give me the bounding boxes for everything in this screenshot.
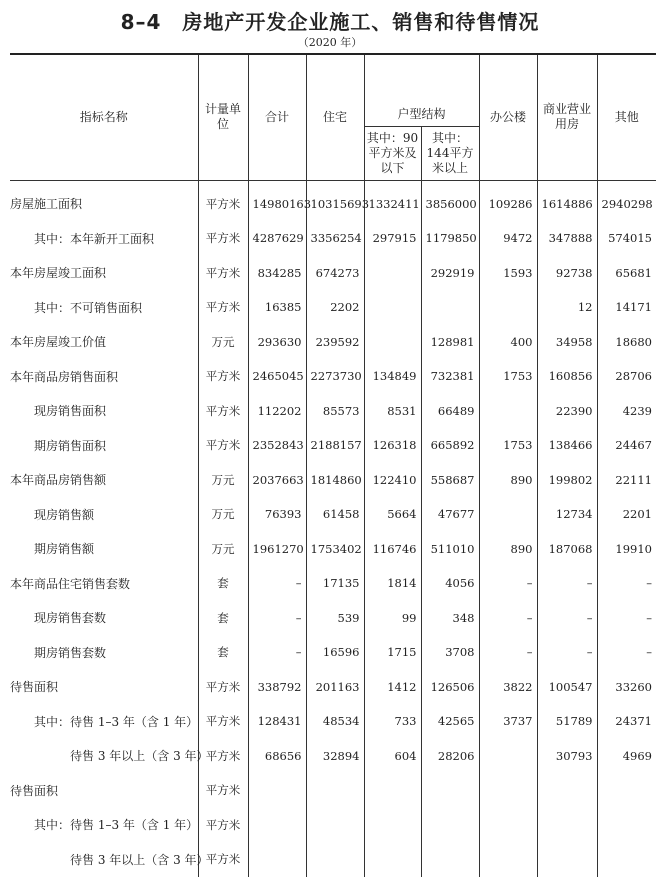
cell-under-90 — [364, 290, 421, 325]
row-label: 本年商品房销售额 — [10, 473, 107, 488]
cell-under-90 — [364, 842, 421, 877]
header-residential: 住宅 — [306, 54, 364, 180]
cell-other: 33260 — [597, 670, 656, 705]
cell-commercial: 138466 — [537, 428, 597, 463]
cell-over-144: 128981 — [421, 325, 479, 360]
cell-other: 18680 — [597, 325, 656, 360]
cell-over-144 — [421, 842, 479, 877]
table-row — [10, 394, 656, 429]
header-total: 合计 — [248, 54, 306, 180]
header-structure-spacer — [364, 54, 479, 104]
row-unit: 平方米 — [198, 704, 248, 739]
row-label: 其中：本年新开工面积 — [34, 231, 155, 246]
row-unit: 平方米 — [198, 290, 248, 325]
table-row — [10, 180, 656, 221]
cell-total: 14980163 — [248, 180, 306, 221]
cell-office — [479, 773, 537, 808]
cell-over-144: 558687 — [421, 463, 479, 498]
cell-residential: 2202 — [306, 290, 364, 325]
cell-other: 574015 — [597, 221, 656, 256]
cell-office: – — [479, 601, 537, 636]
cell-under-90: 733 — [364, 704, 421, 739]
cell-other: – — [597, 566, 656, 601]
cell-residential: 85573 — [306, 394, 364, 429]
cell-residential: 3356254 — [306, 221, 364, 256]
cell-other: 65681 — [597, 256, 656, 291]
cell-residential: 239592 — [306, 325, 364, 360]
table-title: 8–4 房地产开发企业施工、销售和待售情况 — [120, 10, 540, 34]
cell-office: 3822 — [479, 670, 537, 705]
table-row — [10, 290, 656, 325]
header-over-144: 其中：144平方米以上 — [421, 126, 479, 180]
cell-other: 2940298 — [597, 180, 656, 221]
cell-commercial: 51789 — [537, 704, 597, 739]
cell-office — [479, 808, 537, 843]
row-label: 本年房屋竣工价值 — [10, 335, 107, 350]
cell-total: – — [248, 566, 306, 601]
cell-office — [479, 497, 537, 532]
cell-over-144: 3856000 — [421, 180, 479, 221]
cell-under-90: 1412 — [364, 670, 421, 705]
cell-under-90: 5664 — [364, 497, 421, 532]
cell-under-90: 1332411 — [364, 180, 421, 221]
cell-over-144: 42565 — [421, 704, 479, 739]
cell-office: 890 — [479, 463, 537, 498]
row-label: 期房销售面积 — [34, 438, 107, 453]
cell-office: 109286 — [479, 180, 537, 221]
cell-commercial: – — [537, 635, 597, 670]
cell-under-90: 297915 — [364, 221, 421, 256]
row-unit: 平方米 — [198, 180, 248, 221]
row-label: 待售面积 — [10, 783, 59, 798]
cell-commercial: 92738 — [537, 256, 597, 291]
header-indicator: 指标名称 — [10, 54, 198, 180]
row-label: 现房销售面积 — [34, 404, 107, 419]
cell-residential: 32894 — [306, 739, 364, 774]
cell-under-90: 1715 — [364, 635, 421, 670]
cell-other: 4239 — [597, 394, 656, 429]
table-row — [10, 256, 656, 291]
cell-other: – — [597, 635, 656, 670]
cell-over-144: 732381 — [421, 359, 479, 394]
row-label: 期房销售套数 — [34, 645, 107, 660]
cell-commercial: 34958 — [537, 325, 597, 360]
cell-residential: 2188157 — [306, 428, 364, 463]
cell-office: 1593 — [479, 256, 537, 291]
table-row — [10, 635, 656, 670]
cell-total: 68656 — [248, 739, 306, 774]
table-row — [10, 463, 656, 498]
cell-other: 28706 — [597, 359, 656, 394]
cell-commercial — [537, 842, 597, 877]
table-row — [10, 842, 656, 877]
cell-total: 2352843 — [248, 428, 306, 463]
cell-other: 14171 — [597, 290, 656, 325]
table-header — [10, 54, 656, 180]
row-unit: 套 — [198, 635, 248, 670]
cell-over-144 — [421, 773, 479, 808]
cell-under-90: 126318 — [364, 428, 421, 463]
cell-total: 128431 — [248, 704, 306, 739]
cell-office: – — [479, 635, 537, 670]
row-unit: 万元 — [198, 497, 248, 532]
row-unit: 万元 — [198, 532, 248, 567]
cell-under-90: 99 — [364, 601, 421, 636]
cell-commercial: 347888 — [537, 221, 597, 256]
table-row — [10, 221, 656, 256]
cell-other: 19910 — [597, 532, 656, 567]
cell-commercial: – — [537, 566, 597, 601]
table-row — [10, 497, 656, 532]
cell-commercial: – — [537, 601, 597, 636]
row-label: 待售 3 年以上（含 3 年） — [70, 852, 209, 867]
cell-over-144 — [421, 290, 479, 325]
cell-residential — [306, 773, 364, 808]
cell-office — [479, 290, 537, 325]
table-row — [10, 566, 656, 601]
cell-other: 24371 — [597, 704, 656, 739]
cell-under-90 — [364, 256, 421, 291]
cell-commercial: 12 — [537, 290, 597, 325]
cell-total — [248, 842, 306, 877]
row-unit: 平方米 — [198, 394, 248, 429]
cell-over-144: 348 — [421, 601, 479, 636]
row-label: 现房销售套数 — [34, 611, 107, 626]
cell-under-90: 134849 — [364, 359, 421, 394]
header-other: 其他 — [597, 54, 656, 180]
row-label: 待售 3 年以上（含 3 年） — [70, 749, 209, 764]
row-label: 本年商品住宅销售套数 — [10, 576, 131, 591]
cell-office — [479, 394, 537, 429]
cell-other — [597, 773, 656, 808]
cell-total: – — [248, 635, 306, 670]
cell-other: 24467 — [597, 428, 656, 463]
row-unit: 万元 — [198, 463, 248, 498]
statistics-table — [10, 53, 656, 877]
cell-commercial — [537, 808, 597, 843]
cell-under-90: 8531 — [364, 394, 421, 429]
row-label: 待售面积 — [10, 680, 59, 695]
cell-commercial — [537, 773, 597, 808]
header-office: 办公楼 — [479, 54, 537, 180]
row-unit: 套 — [198, 566, 248, 601]
cell-total: 16385 — [248, 290, 306, 325]
row-unit: 平方米 — [198, 739, 248, 774]
row-unit: 平方米 — [198, 808, 248, 843]
cell-commercial: 187068 — [537, 532, 597, 567]
row-label: 房屋施工面积 — [10, 197, 83, 212]
cell-office: 1753 — [479, 359, 537, 394]
cell-residential: 1814860 — [306, 463, 364, 498]
header-commercial: 商业营业用房 — [537, 54, 597, 180]
cell-under-90: 116746 — [364, 532, 421, 567]
cell-other — [597, 808, 656, 843]
row-unit: 平方米 — [198, 670, 248, 705]
cell-residential: 61458 — [306, 497, 364, 532]
cell-over-144: 292919 — [421, 256, 479, 291]
row-unit: 万元 — [198, 325, 248, 360]
cell-over-144: 665892 — [421, 428, 479, 463]
cell-over-144: 511010 — [421, 532, 479, 567]
cell-other: 2201 — [597, 497, 656, 532]
cell-over-144: 3708 — [421, 635, 479, 670]
cell-total: 834285 — [248, 256, 306, 291]
cell-office: 890 — [479, 532, 537, 567]
cell-over-144: 28206 — [421, 739, 479, 774]
cell-over-144: 47677 — [421, 497, 479, 532]
cell-other: 22111 — [597, 463, 656, 498]
header-structure: 户型结构 — [364, 104, 479, 126]
cell-under-90: 122410 — [364, 463, 421, 498]
table-row — [10, 359, 656, 394]
table-body — [10, 180, 656, 877]
table-row — [10, 670, 656, 705]
cell-office — [479, 842, 537, 877]
row-label: 本年商品房销售面积 — [10, 369, 119, 384]
cell-residential — [306, 842, 364, 877]
cell-total: 112202 — [248, 394, 306, 429]
cell-commercial: 160856 — [537, 359, 597, 394]
table-row — [10, 773, 656, 808]
table-row — [10, 808, 656, 843]
row-label: 现房销售额 — [34, 507, 95, 522]
header-under-90: 其中：90平方米及以下 — [364, 126, 421, 180]
cell-over-144: 4056 — [421, 566, 479, 601]
row-label: 其中：不可销售面积 — [34, 300, 143, 315]
header-unit: 计量单位 — [198, 54, 248, 180]
row-unit: 平方米 — [198, 842, 248, 877]
cell-residential: 539 — [306, 601, 364, 636]
row-unit: 平方米 — [198, 773, 248, 808]
cell-other — [597, 842, 656, 877]
cell-total: 2465045 — [248, 359, 306, 394]
cell-other: 4969 — [597, 739, 656, 774]
table-row — [10, 325, 656, 360]
cell-total: 1961270 — [248, 532, 306, 567]
cell-under-90: 604 — [364, 739, 421, 774]
cell-under-90: 1814 — [364, 566, 421, 601]
cell-residential: 201163 — [306, 670, 364, 705]
cell-under-90 — [364, 808, 421, 843]
cell-total: 338792 — [248, 670, 306, 705]
cell-residential — [306, 808, 364, 843]
cell-residential: 2273730 — [306, 359, 364, 394]
cell-residential: 48534 — [306, 704, 364, 739]
cell-total: 4287629 — [248, 221, 306, 256]
cell-commercial: 22390 — [537, 394, 597, 429]
table-year: （2020 年） — [297, 36, 363, 49]
cell-residential: 10315693 — [306, 180, 364, 221]
cell-residential: 674273 — [306, 256, 364, 291]
table-row — [10, 704, 656, 739]
cell-office: 3737 — [479, 704, 537, 739]
cell-over-144: 66489 — [421, 394, 479, 429]
row-unit: 平方米 — [198, 359, 248, 394]
cell-residential: 1753402 — [306, 532, 364, 567]
cell-office: 400 — [479, 325, 537, 360]
cell-other: – — [597, 601, 656, 636]
cell-over-144: 1179850 — [421, 221, 479, 256]
table-row — [10, 739, 656, 774]
cell-office — [479, 739, 537, 774]
row-label: 期房销售额 — [34, 542, 95, 557]
cell-office: – — [479, 566, 537, 601]
row-label: 本年房屋竣工面积 — [10, 266, 107, 281]
cell-total — [248, 808, 306, 843]
cell-total: 2037663 — [248, 463, 306, 498]
row-unit: 套 — [198, 601, 248, 636]
cell-commercial: 100547 — [537, 670, 597, 705]
cell-commercial: 30793 — [537, 739, 597, 774]
table-row — [10, 428, 656, 463]
cell-over-144: 126506 — [421, 670, 479, 705]
cell-commercial: 199802 — [537, 463, 597, 498]
table-row — [10, 601, 656, 636]
row-unit: 平方米 — [198, 221, 248, 256]
cell-total: 76393 — [248, 497, 306, 532]
row-unit: 平方米 — [198, 256, 248, 291]
cell-residential: 17135 — [306, 566, 364, 601]
cell-office: 9472 — [479, 221, 537, 256]
row-label: 其中：待售 1–3 年（含 1 年） — [34, 818, 199, 833]
cell-total: – — [248, 601, 306, 636]
cell-under-90 — [364, 325, 421, 360]
cell-commercial: 12734 — [537, 497, 597, 532]
cell-total — [248, 773, 306, 808]
cell-commercial: 1614886 — [537, 180, 597, 221]
cell-under-90 — [364, 773, 421, 808]
row-unit: 平方米 — [198, 428, 248, 463]
table-row — [10, 532, 656, 567]
cell-over-144 — [421, 808, 479, 843]
cell-total: 293630 — [248, 325, 306, 360]
cell-residential: 16596 — [306, 635, 364, 670]
cell-office: 1753 — [479, 428, 537, 463]
row-label: 其中：待售 1–3 年（含 1 年） — [34, 714, 199, 729]
